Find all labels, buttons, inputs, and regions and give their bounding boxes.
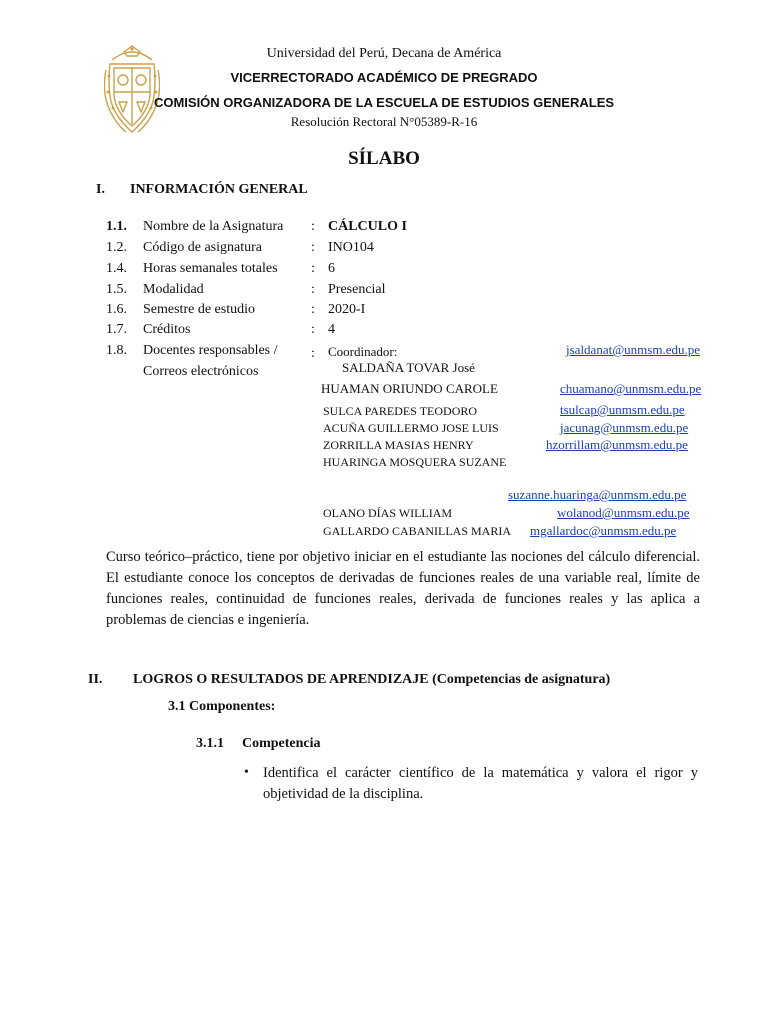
row-number: 1.8. (106, 343, 127, 358)
section-2-heading: LOGROS O RESULTADOS DE APRENDIZAJE (Competencias de asignatura) (133, 672, 611, 687)
weekly-hours: 6 (328, 261, 335, 276)
university-name: Universidad del Perú, Decana de América (266, 46, 502, 61)
row-number: 1.4. (106, 261, 127, 276)
row-separator: : (311, 261, 315, 276)
teacher-email[interactable]: suzanne.huaringa@unmsm.edu.pe (508, 487, 687, 502)
row-separator: : (311, 302, 315, 317)
section-1-heading: INFORMACIÓN GENERAL (130, 182, 308, 197)
competence-heading: Competencia (242, 736, 321, 751)
teacher-email[interactable]: wolanod@unmsm.edu.pe (557, 505, 690, 520)
competence-number: 3.1.1 (196, 736, 224, 751)
row-separator: : (311, 219, 315, 234)
row-number: 1.5. (106, 282, 127, 297)
row-number: 1.6. (106, 302, 127, 317)
row-label: Modalidad (143, 282, 204, 297)
teacher-email[interactable]: chuamano@unmsm.edu.pe (560, 381, 702, 396)
row-label: Código de asignatura (143, 240, 262, 255)
row-separator: : (311, 322, 315, 337)
coordinator-label: Coordinador: (328, 344, 398, 359)
row-number: 1.7. (106, 322, 127, 337)
row-separator: : (311, 240, 315, 255)
row-separator: : (311, 346, 315, 361)
teacher-email[interactable]: jacunag@unmsm.edu.pe (560, 420, 689, 435)
row-number: 1.2. (106, 240, 127, 255)
row-label-continued: Correos electrónicos (143, 364, 259, 379)
section-2-number: II. (88, 672, 103, 687)
teacher-email[interactable]: mgallardoc@unmsm.edu.pe (530, 523, 677, 538)
teacher-email[interactable]: jsaldanat@unmsm.edu.pe (566, 342, 700, 357)
commission-title: COMISIÓN ORGANIZADORA DE LA ESCUELA DE ESTUDIOS GENERALES (153, 95, 615, 110)
section-1-number: I. (96, 182, 105, 197)
teacher-name: OLANO DÍAS WILLIAM (323, 506, 453, 520)
row-separator: : (311, 282, 315, 297)
teacher-name: HUARINGA MOSQUERA SUZANE (323, 455, 507, 469)
row-label: Semestre de estudio (143, 302, 255, 317)
teacher-name: GALLARDO CABANILLAS MARIA (323, 524, 511, 538)
credits: 4 (328, 322, 335, 337)
competence-bullet: Identifica el carácter científico de la matemática y valora el rigor y objetividad de la disciplina. (263, 765, 698, 802)
resolution-number: Resolución Rectoral N°05389-R-16 (290, 114, 478, 129)
components-heading: 3.1 Componentes: (168, 699, 276, 714)
teacher-name: SULCA PAREDES TEODORO (323, 404, 478, 418)
row-label: Nombre de la Asignatura (143, 219, 284, 234)
row-label: Créditos (143, 322, 191, 337)
row-number: 1.1. (106, 219, 127, 234)
row-label: Docentes responsables / (143, 343, 278, 358)
vice-rectorate-title: VICERRECTORADO ACADÉMICO DE PREGRADO (230, 70, 538, 85)
course-name: CÁLCULO I (328, 219, 407, 234)
course-description: Curso teórico–práctico, tiene por objetivo iniciar en el estudiante las nociones del cálculo diferencial. El estudiante conoce los conceptos de derivadas de funciones reales de una variable real, límite de funciones reales, continuidad de funciones reales, derivada de funciones reales y las aplica a problemas de ciencias e ingeniería. (106, 549, 700, 628)
course-code: INO104 (328, 240, 374, 255)
row-label: Horas semanales totales (143, 261, 278, 276)
bullet-icon: • (244, 765, 249, 780)
teacher-name: ZORRILLA MASIAS HENRY (323, 438, 474, 452)
teacher-email[interactable]: tsulcap@unmsm.edu.pe (560, 402, 685, 417)
page-title: SÍLABO (348, 148, 420, 169)
modality: Presencial (328, 282, 386, 297)
teacher-email[interactable]: hzorrillam@unmsm.edu.pe (546, 437, 688, 452)
teacher-name: SALDAÑA TOVAR José (342, 360, 475, 375)
teacher-name: HUAMAN ORIUNDO CAROLE (321, 381, 498, 396)
teacher-name: ACUÑA GUILLERMO JOSE LUIS (323, 421, 499, 435)
semester: 2020-I (328, 302, 366, 317)
